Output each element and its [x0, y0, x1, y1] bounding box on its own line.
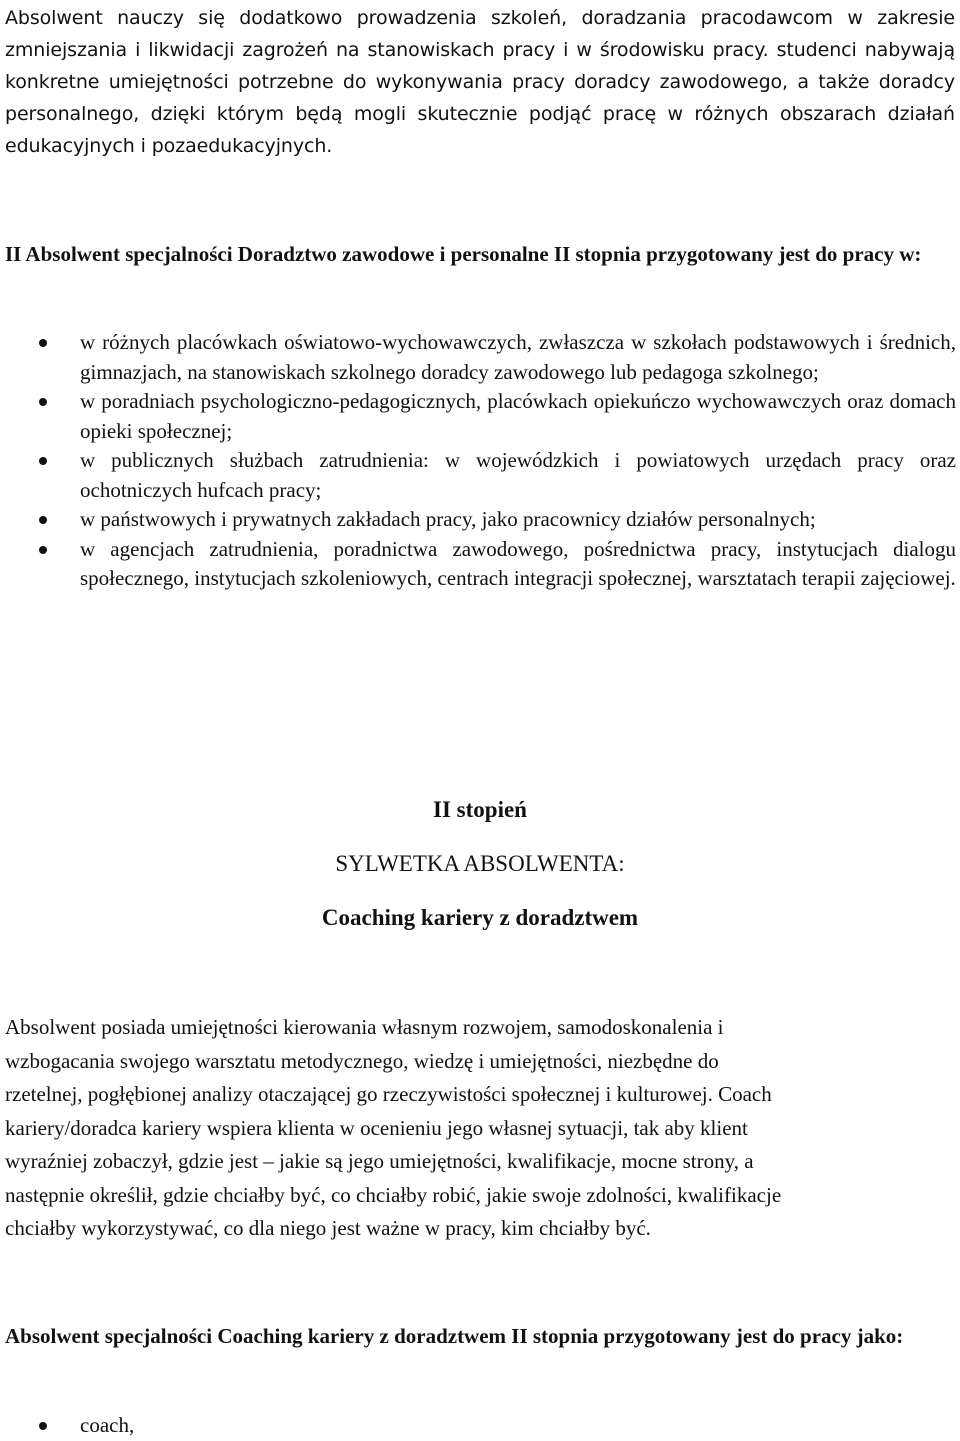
- coaching-job-list: [0, 1411, 960, 1441]
- coaching-description: [5, 1011, 950, 1246]
- profile-title: SYLWETKA ABSOLWENTA:: [335, 851, 625, 876]
- description-line: Absolwent posiada umiejętności kierowania własnym rozwojem, samodoskonalenia i: [5, 1015, 724, 1039]
- bullet-icon: [39, 1422, 47, 1430]
- specialty-title: Coaching kariery z doradztwem: [321, 905, 639, 930]
- bullet-icon: [39, 339, 47, 347]
- list-item-text: w poradniach psychologiczno-pedagogicznych, placówkach opiekuńczo wychowawczych oraz domach opieki społecznej;: [80, 389, 956, 443]
- description-line: rzetelnej, pogłębionej analizy otaczającej go rzeczywistości społecznej i kulturowej. Coach: [5, 1082, 772, 1106]
- degree-title: II stopień: [433, 797, 527, 822]
- bullet-icon: [39, 398, 47, 406]
- list-item-text: w państwowych i prywatnych zakładach pracy, jako pracownicy działów personalnych;: [80, 507, 816, 531]
- bullet-icon: [39, 546, 47, 554]
- list-item: [0, 446, 960, 505]
- list-item: [0, 1411, 960, 1441]
- list-item: [0, 535, 960, 594]
- coaching-section-heading: Absolwent specjalności Coaching kariery z doradztwem II stopnia przygotowany jest do pracy jako:: [5, 1324, 904, 1348]
- list-item: [0, 328, 960, 387]
- doradztwo-workplace-list: [0, 328, 960, 594]
- bullet-icon: [39, 516, 47, 524]
- intro-paragraph: Absolwent nauczy się dodatkowo prowadzenia szkoleń, doradzania pracodawcom w zakresie zmniejszania i likwidacji zagrożeń na stanowiskach pracy i w środowisku pracy. studenci nabywają konkretne umiejętności potrzebne do wykonywania pracy doradcy zawodowego, a także doradcy personalnego, dzięki którym będą mogli skutecznie podjąć pracę w różnych obszarach działań edukacyjnych i pozaedukacyjnych.: [5, 7, 955, 157]
- list-item-text: w agencjach zatrudnienia, poradnictwa zawodowego, pośrednictwa pracy, instytucjach dialogu społecznego, instytucjach szkoleniowych, centrach integracji społecznej, warsztatach terapii zajęciowej.: [80, 536, 956, 590]
- description-line: kariery/doradca kariery wspiera klienta w ocenieniu jego własnej sytuacji, tak aby klient: [5, 1115, 748, 1140]
- doradztwo-section-heading: II Absolwent specjalności Doradztwo zawodowe i personalne II stopnia przygotowany jest do pracy w:: [5, 242, 922, 266]
- list-item: [0, 505, 960, 535]
- description-line: chciałby wykorzystywać, co dla niego jest ważne w pracy, kim chciałby być.: [5, 1216, 651, 1240]
- list-item-text: w różnych placówkach oświatowo-wychowawczych, zwłaszcza w szkołach podstawowych i średnich, gimnazjach, na stanowiskach szkolnego doradcy zawodowego lub pedagoga szkolnego;: [80, 330, 956, 384]
- description-line: wzbogacania swojego warsztatu metodycznego, wiedzę i umiejętności, niezbędne do: [5, 1048, 719, 1073]
- list-item: [0, 387, 960, 446]
- description-line: wyraźniej zobaczył, gdzie jest – jakie są jego umiejętności, kwalifikacje, mocne strony, a: [5, 1149, 754, 1173]
- list-item-text: coach,: [80, 1413, 135, 1437]
- bullet-icon: [39, 457, 47, 465]
- description-line: następnie określił, gdzie chciałby być, co chciałby robić, jakie swoje zdolności, kwalifikacje: [5, 1182, 782, 1207]
- list-item-text: w publicznych służbach zatrudnienia: w wojewódzkich i powiatowych urzędach pracy oraz ochotniczych hufcach pracy;: [80, 448, 956, 502]
